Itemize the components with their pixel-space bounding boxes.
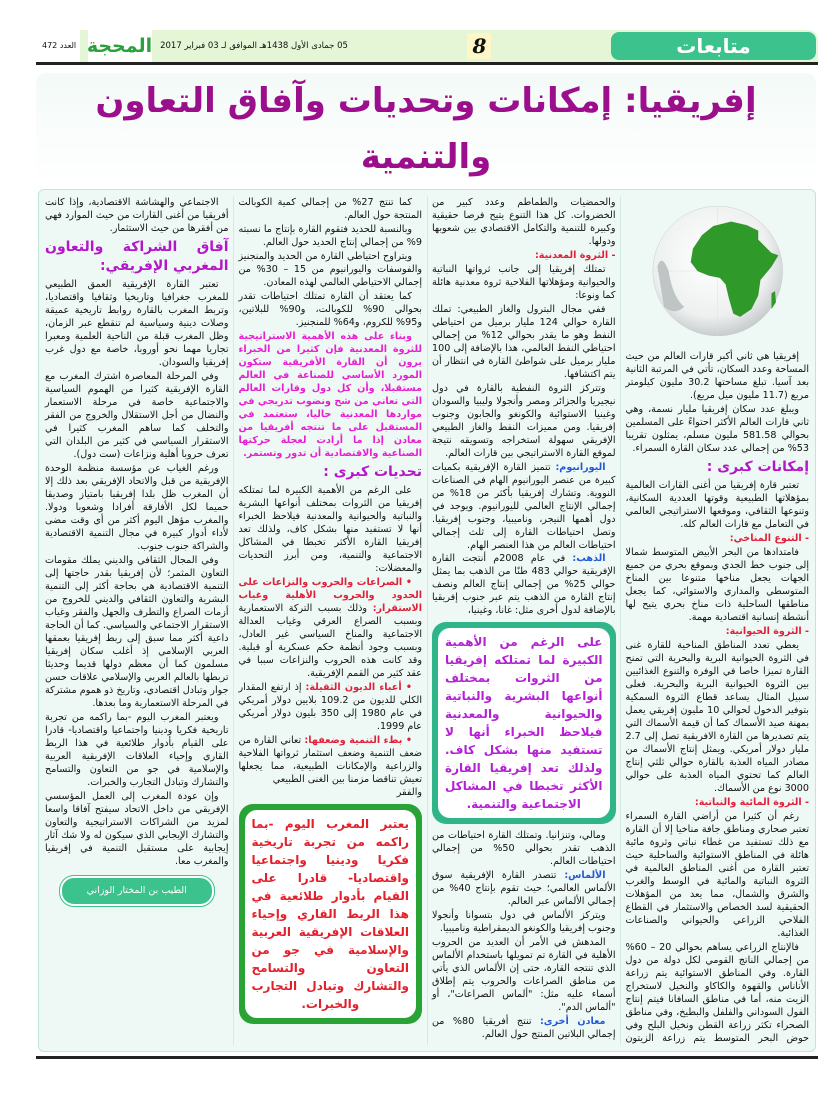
paragraph-lead: • الصراعات والحروب والنزاعات على الحدود والحروب الأهلية وغياب الاستقرار: [238, 577, 422, 614]
paragraph: تعتبر القارة الإفريقية العمق الطبيعي للمغرب جغرافيا وتاريخيا وثقافيا واقتصاديا، وتربط المغرب بالقارة روابط تاريخية عميقة وصلات دينية وسياسية لم تنقطع عبر الزمان، وظل المغرب قبلة من الناحية العلمية ومعبرا تجاريا مهما نحو أوروبا، خاصة مع دول غرب إفريقيا والسودان. [45, 279, 229, 368]
paragraph: ويبلغ عدد سكان إفريقيا مليار نسمة، وهي ثاني قارات العالم الأكثر احتواءً على المسلمين بحوالي 581.58 مليون مسلم، يمثلون تقريبا 53% من إجمالي عدد سكان القارة السمراء. [625, 404, 809, 454]
paragraph: كما تنتج 27% من إجمالي كمية الكوبالت المنتجة حول العالم. [238, 197, 422, 221]
paragraph: ويتراوح احتياطي القارة من الحديد والمنجنيز والفوسفات واليورانيوم من 15 – 30% من إجمالي الاحتياطي العالمي لهذه المعادن. [238, 251, 422, 288]
paragraph-lead: • أعباء الديون الثقيلة: [305, 682, 413, 693]
paragraph: وتتركز الثروة النفطية بالقارة في دول نيجيريا والجزائر ومصر وأنجولا وليبيا والسودان وغينيا الاستوائية والكونغو والجابون وجنوب إفريقيا. ومن مميزات النفط والغاز الطبيعي الإفريقي سهولة استخراجه وتسويقه نتيجة لموقع القارة الاستراتيجي بين قارات العالم. [432, 383, 616, 459]
paragraph-text: وذلك بسبب التركة الاستعمارية وبسبب الصراع العرقي وغياب العدالة الاجتماعية والمناخ السياسي غير العادل، وبسبب وجود أنظمة حكم عسكرية أو قبلية. وقد كانت هذه الحروب والنزاعات سببا في عقد كثير من القمم الإفريقية. [238, 603, 422, 679]
column-diamonds [432, 829, 616, 908]
paragraph: فالإنتاج الزراعي يساهم بحوالي 20 – 60% من إجمالي الناتج القومي لكل دولة من دول القارة. وفي المناطق الاستوائية يتم زراعة الأناناس والقهوة والكاكاو والنخيل لاستخراج الزيت منه، أما في مناطق السافانا فيتم إنتاج الفول السوداني والفلفل والبطيخ، وفي مناطق الصحراء تكثر زراعة القطن ونخيل البلح وفي حوض البحر المتوسط يتم زراعة الزيتون والحمضيات والطماطم وعدد كبير من الخضروات. كل هذا التنوع يتيح فرصا حقيقية وكبيرة للتنمية والتكامل الاقتصادي بين شعوبها ودولها. [432, 197, 809, 1044]
newspaper-logo: المحجة [88, 30, 152, 62]
paragraph-text: تتصدر القارة الإفريقية سوق الألماس العالمي؛ حيث تقوم بإنتاج 40% من إجمالي الألماس عبر العالم. [432, 870, 616, 907]
paragraph-lead: معادن أخرى: [539, 1016, 606, 1027]
paragraph: وفي المرحلة المعاصرة اشترك المغرب مع القارة الإفريقية كثيرا من الهموم السياسية والاجتماعية خاصة في مرحلة الاستعمار والنضال من أجل الاستقلال والخروج من الفقر والتخلف كما ساهم المغرب كثيرا في الاستقرار السياسي في كثير من البلدان التي تعرف حروبا أهلية ونزاعات (ست دول). [45, 371, 229, 460]
paragraph-text: تعاني القارة من ضعف التنمية وضعف استثمار ثرواتها الفلاحية والزراعية والإمكانات الطبيعية، مما يجعلها تعيش تناقضا مزمنا بين الغنى الطبيعي [238, 735, 422, 785]
article-body-frame [38, 189, 816, 1052]
section-heading: إمكانات كبرى : [706, 459, 809, 475]
pull-quote-frame [432, 622, 616, 824]
paragraph: ومالي، وتنزانيا. وتمتلك القارة احتياطات من الذهب تقدر بحوالي 50% من إجمالي احتياطات العالم. [432, 830, 616, 867]
page-number: 8 [467, 33, 491, 59]
pull-quote-morocco: يعتبر المغرب اليوم -بما راكمه من تجربة تاريخية فكريا ودينيا واجتماعيا واقتصاديا- قادرا على القيام بأدوار طلائعية في هذا الربط القاري وإحياء العلاقات الإفريقية العربية والإسلامية في جو من التعاون والتسامح والتشارك وتبادل التجارب والخبرات. [245, 810, 417, 1018]
column-intro [626, 350, 810, 795]
column-water-plants [626, 796, 810, 940]
paragraph-text: تنتج أفريقيا 80% من إجمالي البلاتين المنتج حول العالم. [432, 1016, 616, 1040]
article-title: إفريقيا: إمكانات وتحديات وآفاق التعاون والتنمية [95, 81, 757, 177]
paragraph-lead: اليورانيوم: [555, 462, 606, 473]
paragraph: رغم أن كثيرا من أراضي القارة السمراء تعتبر صحاري ومناطق جافة مناخيا إلا أن القارة مع ذلك تستفيد من غطاء نباتي وثروة مائية هائلة في المناطق الاستوائية والساحلية حيث تعتبر القارة من أغنى المناطق العالمية في الثروة النباتية والمائية في الوسط والغرب والشرق والشمال، مما يعد من المؤهلات الحقيقية لسد الخصاص والاستثمار في القطاع الفلاحي الزراعي والحيواني والصناعات الغذائية. [625, 811, 809, 939]
paragraph: وإن عودة المغرب إلى العمل المؤسسي الإفريقي من داخل الاتحاد سيفتح آفاقا واسعا لمزيد من الشراكات الاستراتيجية والتعاون والتشارك الإيجابي الذي سيكون له ولا شك آثار إيجابية على مستقبل التنمية في إفريقيا والمغرب معا. [45, 791, 229, 867]
paragraph [432, 461, 616, 552]
paragraph-lead: الذهب: [572, 553, 606, 564]
paragraph: تعتبر قارة إفريقيا من أغنى القارات العالمية بمؤهلاتها الطبيعية وقوتها العددية السكانية، وتنوعها الثقافي، وموقعها الاستراتيجي العالمي في التعامل مع قارات العالم كله. [625, 480, 809, 530]
paragraph: وفي المجال الثقافي والديني يملك مقومات التعاون المثمر؛ لأن إفريقيا بقدر حاجتها إلى التنمية الاقتصادية هي بحاجة أكثر إلى التنمية البشرية والتعاون الثقافي والديني للخروج من أزمات الصراع والتطرف والجهل والفقر وغياب الاستقرار الاجتماعي والسياسي. كما أن الحاجة داعية أكثر مما سبق إلى ربط إفريقيا بعمقها العربي الإسلامي إذ أغلب سكان إفريقيا مسلمون كما أن معظم دولها قديما وحديثا تربطها بالعالم العربي والإسلامي علاقات حسن جوار وتبادل اقتصادي، وتاريخ ذو هموم مشتركة في المرحلة الاستعمارية وما بعدها. [45, 555, 229, 709]
section-heading: تحديات كبرى : [323, 464, 422, 480]
title-banner [36, 73, 816, 185]
paragraph-text: تتميز القارة الإفريقية بكميات كبيرة من عنصر اليورانيوم الهام في الصناعات النووية. وتشارك إفريقيا بأكثر من 18% من إجمالي الإنتاج العالمي لليورانيوم. ويوجد في دول أهمها النيجر، وناميبيا، وجنوب إفريقيا. وتصل احتياطات القارة إلى ثلث إجمالي احتياطات العالم من هذا العنصر الهام. [432, 462, 616, 551]
africa-globe-map-icon [626, 196, 810, 346]
subheading: - التنوع المناخي: [729, 533, 809, 544]
paragraph-text: في عام 2008م أنتجت القارة الإفريقية حوالي 483 طنًا من الذهب بما يمثل حوالي 25% من إجمالي إنتاج العالم ونصف إنتاج القارة من الذهب يتم عبر جنوب إفريقيا بالإضافة لدول أخرى مثل: غانا، وغينيا، [432, 553, 616, 616]
paragraph: كما يعتقد أن القارة تمتلك احتياطات تقدر بحوالي 90% للكوبالت، و90% للبلاتين، و95% للكروم، و64% للمنجنيز. [238, 291, 422, 328]
continued-text: والفقر [396, 787, 422, 798]
paragraph [432, 869, 616, 908]
paragraph: فامتدادها من البحر الأبيض المتوسط شمالا إلى جنوب خط الجدي وبموقع بحري من جميع الجهات يجعل مناخها متنوعا بين المناخ المتوسطي والمداري والاستوائي، كما يجعل مناطقها الساحلية ذات مناخ بحري يتيح لها أنشطة إنسانية اقتصادية مهمة. [625, 547, 809, 623]
section-label: متابعات [611, 32, 816, 60]
paragraph: يعطي تعدد المناطق المناخية للقارة غنى في الثروة الحيوانية البرية والبحرية التي تمنح القارة تميزا خاصا في الوفرة والتنوع الغذائيين بين الثروة الحيوانية البرية والبحرية. فعلى سبيل المثال يساعد قطاع الثروة السمكية بتوفير الدخول لحوالي 10 مليون إفريقي يعمل بمهنة صيد الأسماك كما أن قيمة الأسماك التي يتم تصديرها من القارة الافريقية تصل إلى 2.7 مليار دولار أمريكي. ويمثل إنتاج الأسماك من مصادر المياه العذبة بالقارة حوالي ثلثي إنتاج العالم كما تحتوي المياه العذبة على حوالي 3000 نوع من الأسماك. [625, 640, 809, 794]
page-header [38, 30, 818, 62]
article-columns [45, 196, 809, 1045]
subheading: - الثروة الحيوانية: [725, 626, 809, 637]
pull-quote-challenges: على الرغم من الأهمية الكبيرة لما تمتلكه إفريقيا من الثروات بمختلف أنواعها البشرية والنباتية والحيوانية والمعدنية فيلاحظ الخبراء أنها لا تستفيد منها بشكل كاف. ولذلك تعد إفريقيا القارة الأكثر تخبطا في المشاكل الاجتماعية والتنمية. [438, 628, 610, 818]
paragraph: إفريقيا هي ثاني أكبر قارات العالم من حيث المساحة وعدد السكان، تأتي في المرتبة الثانية بعد آسيا. تبلغ مساحتها 30.2 مليون كيلومتر مربع (11.7 مليون ميل مربع). [625, 351, 810, 401]
paragraph: ففي مجال البترول والغاز الطبيعي: تملك القارة حوالي 124 مليار برميل من احتياطي النفط وهو ما يقدر بحوالي 12% من إجمالي احتياطي النفط العالمي، هذا بالإضافة إلى 100 مليار برميل على شواطئ القارة في انتظار أن يتم اكتشافها. [432, 304, 616, 380]
footer-divider [36, 1056, 818, 1059]
issue-number: العدد 472 [38, 30, 80, 62]
paragraph: وبالنسبة للحديد فتقوم القارة بإنتاج ما نسبته 9% من إجمالي إنتاج الحديد حول العالم. [238, 224, 422, 248]
paragraph-text: إذ ارتفع المقدار الكلي للديون من 109.2 بلايين دولار أمريكي في عام 1980 إلى 350 بليون دولار أمريكي عام 1999. [238, 682, 422, 732]
pull-quote-frame [239, 804, 423, 1024]
paragraph: على الرغم من الأهمية الكبيرة لما تمتلكه إفريقيا من الثروات بمختلف أنواعها البشرية والنباتية والحيوانية والمعدنية فيلاحظ الخبراء أنها لا تستفيد منها بشكل كاف، ولذلك تعد إفريقيا القارة الأكثر تخبطا في المشاكل الاجتماعية والتنمية، ومن أبرز التحديات والمعضلات: [238, 485, 422, 574]
paragraph: تمتلك إفريقيا إلى جانب ثرواتها النباتية والحيوانية ومؤهلاتها الفلاحية ثروة معدنية هائلة كما ونوعا: [432, 264, 616, 301]
paragraph: الاجتماعي والهشاشة الاقتصادية، وإذا كانت أفريقيا من أغنى القارات من حيث الموارد فهي من أفقرها من حيث الاستثمار. [45, 197, 229, 234]
column-partnership [45, 196, 229, 868]
section-heading: آفاق الشراكة والتعاون المغربي الإفريقي: [45, 239, 229, 274]
paragraph: ويتركز الألماس في دول بتسوانا وأنجولا وجنوب إفريقيا والكونغو الديمقراطية وناميبيا. [432, 910, 616, 934]
issue-date: 05 جمادى الأول 1438هـ الموافق لـ 03 فبراير 2017 [160, 41, 348, 51]
author-byline: الطيب بن المختار الوزاني [60, 876, 214, 906]
paragraph-lead: الألماس: [564, 870, 606, 881]
header-divider [36, 62, 818, 65]
paragraph [239, 681, 423, 733]
column-gold [432, 552, 616, 617]
subheading: - الثروة المائية والنباتية: [694, 797, 809, 808]
paragraph-lead: • بطء التنمية وضعفها: [304, 735, 412, 746]
paragraph: ورغم الغياب عن مؤسسة منظمة الوحدة الإفريقية من قبل والاتحاد الإفريقي بعد ذلك إلا أن المغرب ظل بلدا إفريقيا بامتياز وصديقا حميما لكل الأفارقة أفرادا وشعوبا ودولا. والمغرب مؤهل اليوم أكثر من أي وقت مضى لأداء أدوار كبيرة في مجال التنمية الاقتصادية والشراكة جنوب جنوب. [45, 463, 229, 552]
subheading: - الثروة المعدنية: [534, 250, 616, 261]
paragraph: المدهش في الأمر أن العديد من الحروب الأهلية في القارة تم تمويلها باستخدام الألماس الذي تنتجه القارة، حتى إن الألماس الذي يأتي من مناطق الصراعات والحروب يتم إطلاق أسماء عليه مثل: "ألماس الصراعات"، أو "ألماس الدم". [432, 937, 616, 1013]
paragraph [432, 552, 616, 617]
highlight-paragraph: وبناء على هذه الأهمية الاستراتيجية للثروة المعدنية فإن كثيرا من الخبراء يرون أن القارة الأفريقية ستكون المورد الأساسي للصناعة في العالم مستقبلا، وأن كل دول وقارات العالم التي تعاني من شح ونضوب تدريجي في مواردها المعدنية حاليا، ستعتمد في المستقبل على ما تنتجه أفريقيا من معادن إذا ما أرادت لعجلة حركتها الصناعية والاقتصادية أن تدور وتستمر. [238, 331, 422, 459]
paragraph [432, 1015, 616, 1041]
paragraph [239, 576, 423, 680]
paragraph [239, 734, 423, 786]
paragraph: ويعتبر المغرب اليوم -بما راكمه من تجربة تاريخية فكريا ودينيا واجتماعيا واقتصاديا- قادرا على القيام بأدوار طلائعية في هذا الربط القاري وإحياء العلاقات الإفريقية العربية والإسلامية في جو من التعاون والتسامح والتشارك وتبادل التجارب والخبرات. [45, 712, 229, 788]
